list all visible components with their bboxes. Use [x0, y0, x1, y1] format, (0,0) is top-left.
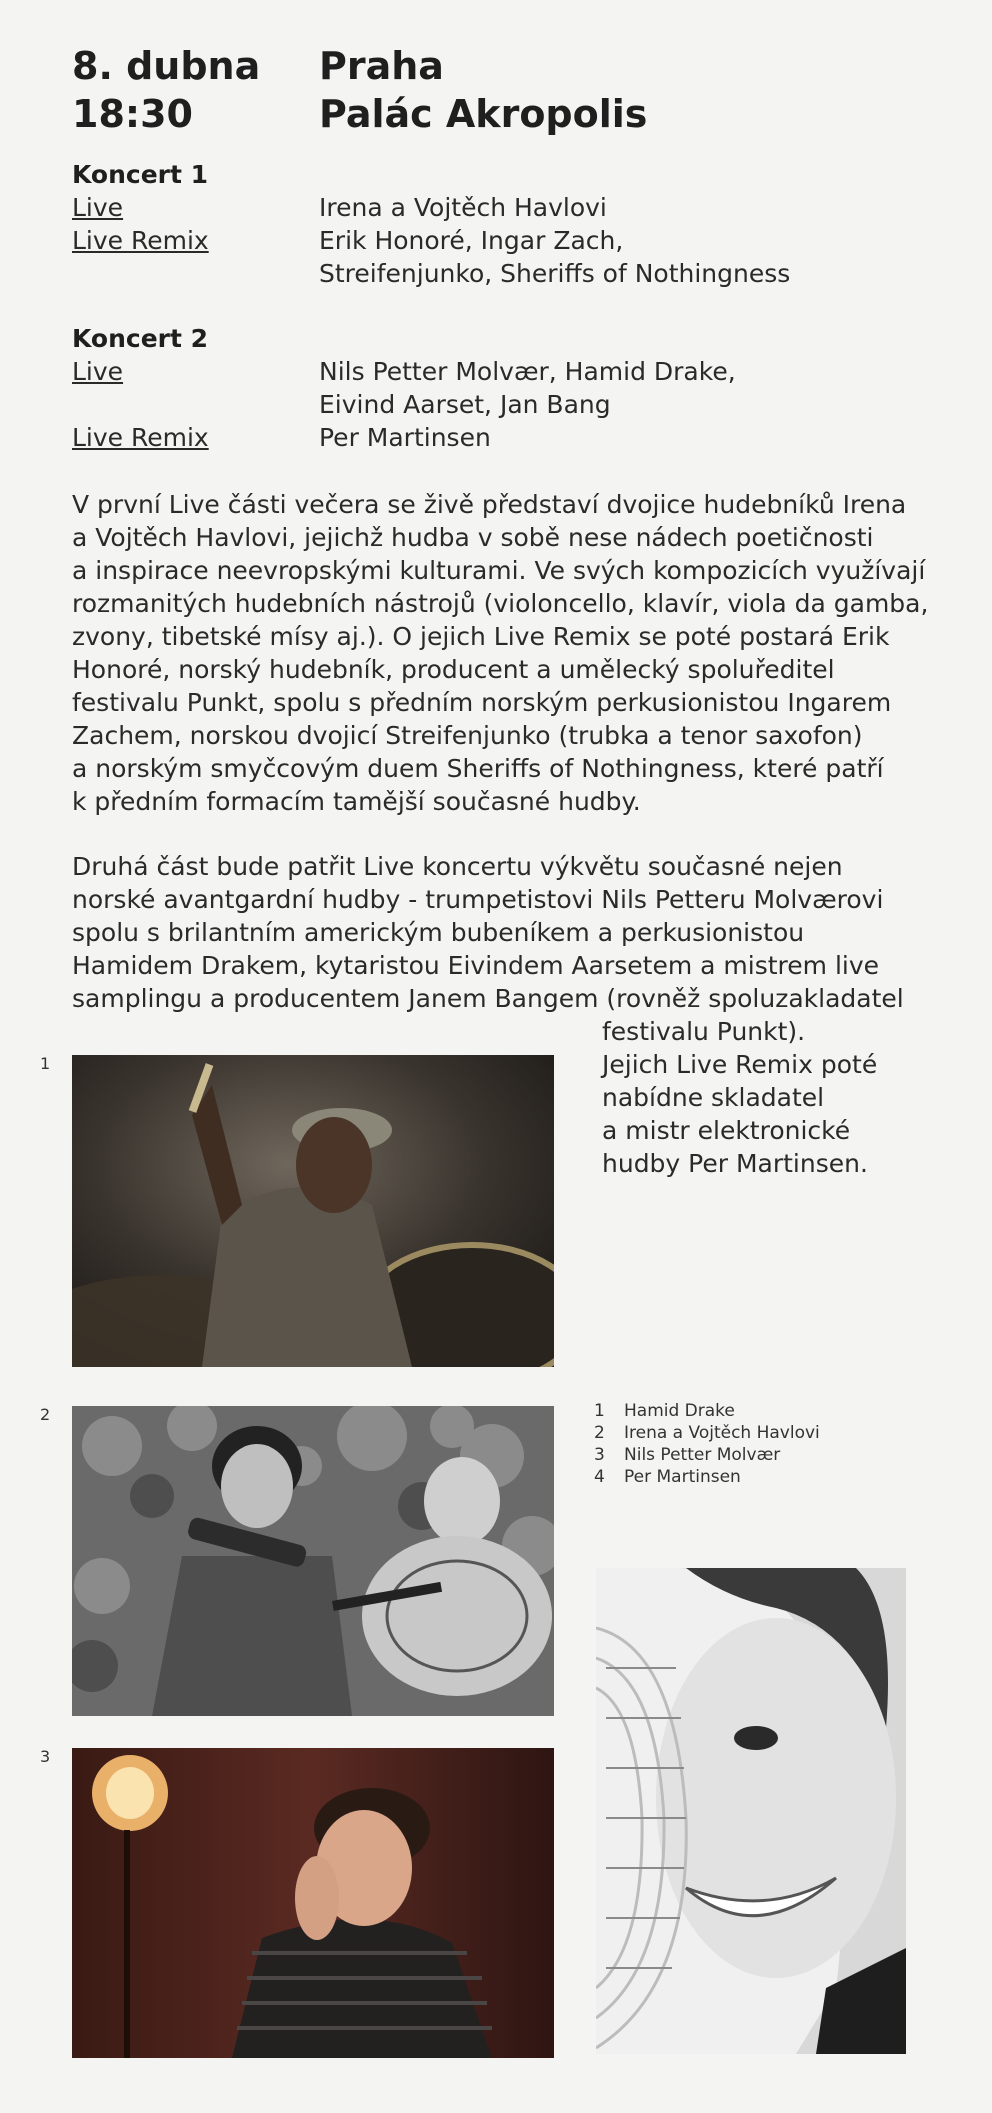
photo-number-2: 2	[40, 1405, 51, 1424]
paragraph-line: hudby Per Martinsen.	[602, 1149, 868, 1178]
paragraph-first-concert	[72, 488, 952, 818]
koncert2-title: Koncert 2	[72, 324, 209, 353]
caption-item	[594, 1400, 954, 1422]
paragraph-line: Zachem, norskou dvojicí Streifenjunko (trubka a tenor saxofon)	[72, 721, 863, 750]
koncert1-remix-value-2: Streifenjunko, Sheriffs of Nothingness	[319, 259, 791, 288]
caption-item	[594, 1466, 954, 1488]
koncert2-live-label: Live	[72, 357, 124, 386]
koncert1-title: Koncert 1	[72, 160, 209, 189]
photo-per-martinsen	[596, 1568, 906, 2054]
koncert1-live-label: Live	[72, 193, 124, 222]
koncert2-live-value-2: Eivind Aarset, Jan Bang	[319, 390, 611, 419]
caption-item	[594, 1422, 954, 1444]
koncert1-remix-value: Erik Honoré, Ingar Zach,	[319, 226, 624, 255]
photo-number-1: 1	[40, 1054, 51, 1073]
photo-nils-petter-molvaer	[72, 1748, 554, 2058]
paragraph-line: Honoré, norský hudebník, producent a umělecký spoluředitel	[72, 655, 835, 684]
paragraph-line: norské avantgardní hudby - trumpetistovi Nils Petteru Molværovi	[72, 885, 884, 914]
caption-name: Hamid Drake	[624, 1401, 735, 1421]
caption-number: 3	[594, 1445, 605, 1465]
paragraph-line: festivalu Punkt).	[602, 1017, 806, 1046]
koncert2-remix-label: Live Remix	[72, 423, 209, 452]
paragraph-line: Druhá část bude patřit Live koncertu výkvětu současné nejen	[72, 852, 843, 881]
caption-name: Irena a Vojtěch Havlovi	[624, 1423, 820, 1443]
photo-captions	[594, 1400, 954, 1488]
paragraph-line: V první Live části večera se živě představí dvojice hudebníků Irena	[72, 490, 907, 519]
koncert2-live-value: Nils Petter Molvær, Hamid Drake,	[319, 357, 736, 386]
paragraph-line: spolu s brilantním americkým bubeníkem a perkusionistou	[72, 918, 805, 947]
photo-number-3: 3	[40, 1747, 51, 1766]
paragraph-line: Jejich Live Remix poté	[602, 1050, 878, 1079]
caption-name: Per Martinsen	[624, 1467, 741, 1487]
koncert2-remix-value: Per Martinsen	[319, 423, 491, 452]
event-time: 18:30	[72, 92, 193, 136]
paragraph-line: nabídne skladatel	[602, 1083, 825, 1112]
paragraph-line: a Vojtěch Havlovi, jejichž hudba v sobě nese nádech poetičnosti	[72, 523, 874, 552]
caption-number: 2	[594, 1423, 605, 1443]
paragraph-line: k předním formacím tamější současné hudby.	[72, 787, 641, 816]
caption-number: 1	[594, 1401, 605, 1421]
paragraph-line: samplingu a producentem Janem Bangem (rovněž spoluzakladatel	[72, 984, 904, 1013]
caption-number: 4	[594, 1467, 605, 1487]
koncert1-live-value: Irena a Vojtěch Havlovi	[319, 193, 607, 222]
paragraph-line: a inspirace neevropskými kulturami. Ve svých kompozicích využívají	[72, 556, 926, 585]
caption-item	[594, 1444, 954, 1466]
paragraph-line: rozmanitých hudebních nástrojů (violoncello, klavír, viola da gamba,	[72, 589, 929, 618]
event-city: Praha	[319, 44, 444, 88]
paragraph-line: zvony, tibetské mísy aj.). O jejich Live Remix se poté postará Erik	[72, 622, 890, 651]
paragraph-line: a norským smyčcovým duem Sheriffs of Nothingness, které patří	[72, 754, 884, 783]
paragraph-second-concert	[72, 850, 972, 1015]
paragraph-line: Hamidem Drakem, kytaristou Eivindem Aarsetem a mistrem live	[72, 951, 880, 980]
event-date: 8. dubna	[72, 44, 261, 88]
paragraph-line: a mistr elektronické	[602, 1116, 851, 1145]
photo-irena-vojtech-havlovi	[72, 1406, 554, 1716]
event-venue: Palác Akropolis	[319, 92, 648, 136]
paragraph-second-continuation	[602, 1015, 942, 1180]
koncert1-remix-label: Live Remix	[72, 226, 209, 255]
caption-name: Nils Petter Molvær	[624, 1445, 781, 1465]
photo-hamid-drake	[72, 1055, 554, 1367]
paragraph-line: festivalu Punkt, spolu s předním norským perkusionistou Ingarem	[72, 688, 892, 717]
